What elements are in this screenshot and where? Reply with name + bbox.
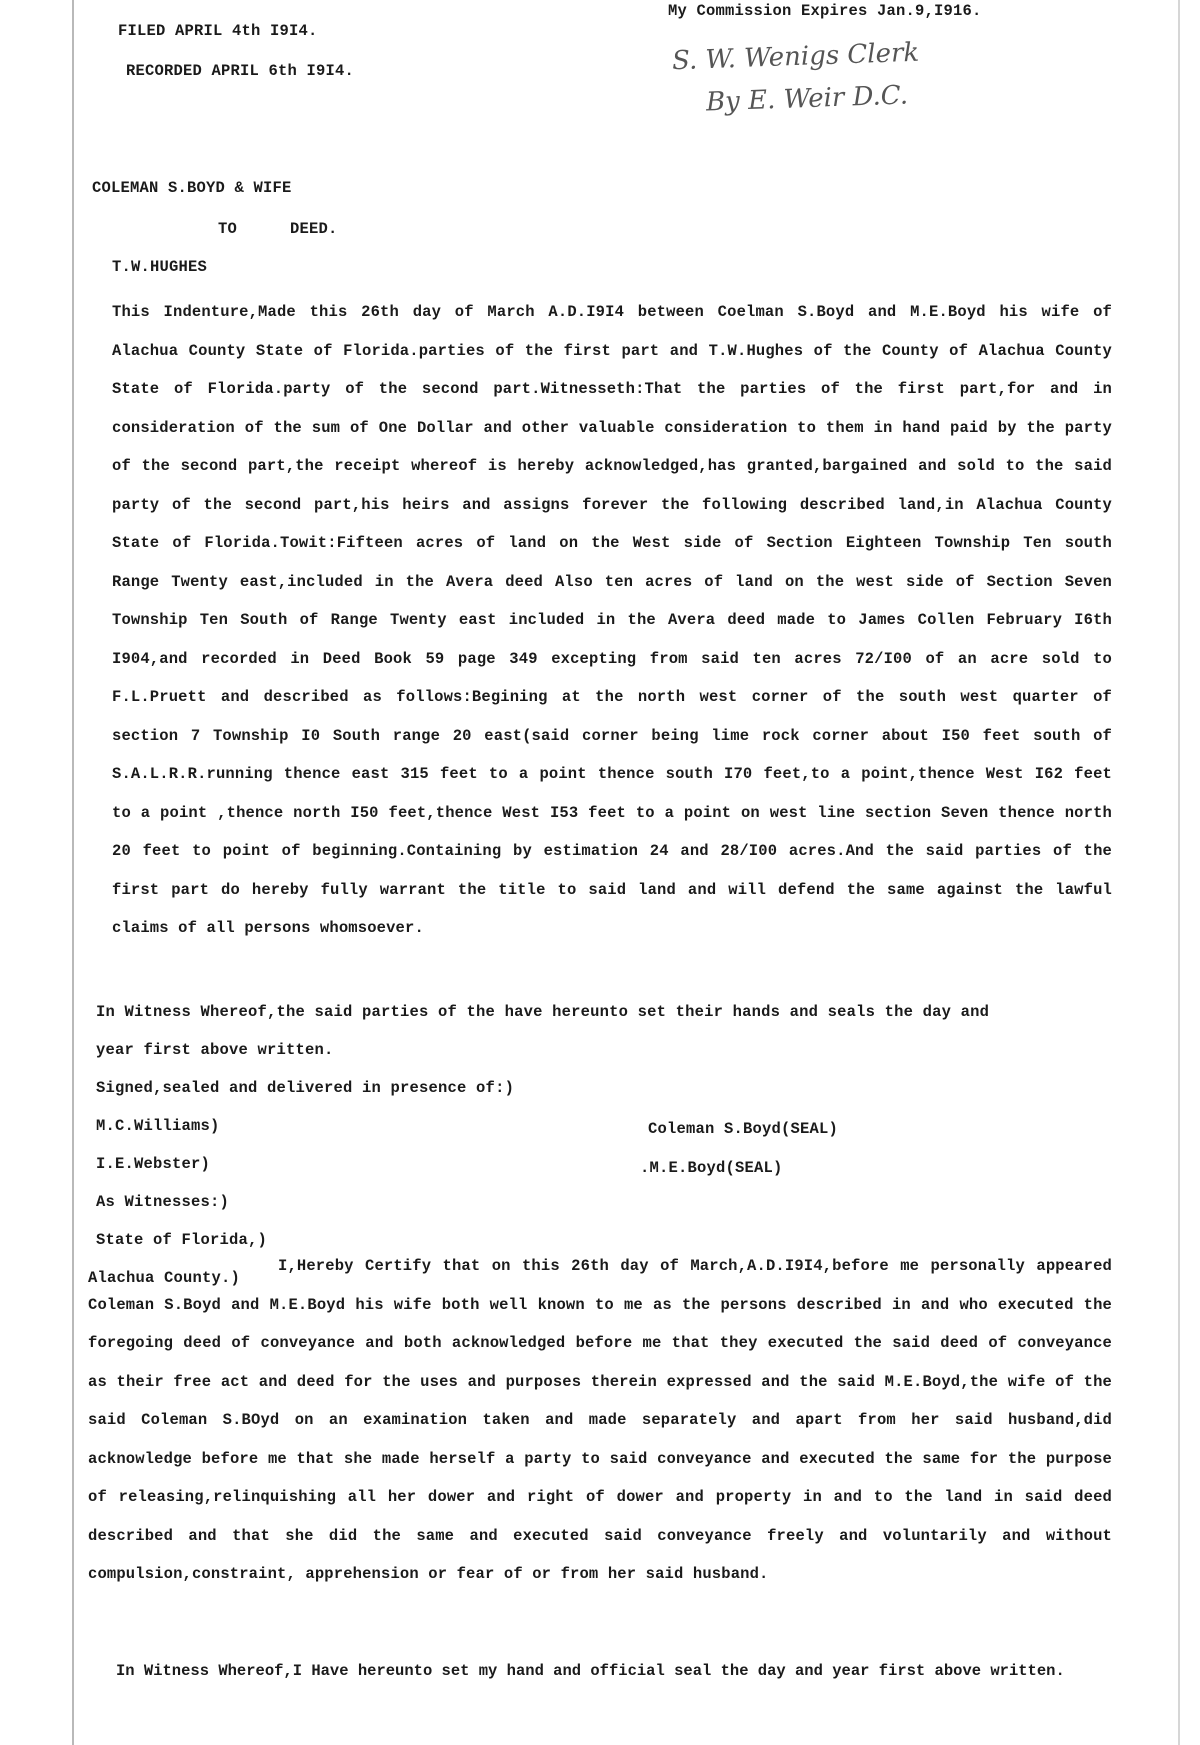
grantor-signature-2: .M.E.Boyd(SEAL) [640,1159,783,1177]
testimonium-line-1: In Witness Whereof,the said parties of the have hereunto set their hands and seals the day and [96,1003,990,1021]
grantor-caption: COLEMAN S.BOYD & WIFE [92,179,292,197]
venue-state: State of Florida,) [96,1231,268,1249]
signed-sealed-line: Signed,sealed and delivered in presence of:) [96,1079,515,1097]
witness-2: I.E.Webster) [96,1155,211,1173]
left-margin-line [72,0,74,1745]
acknowledgment-body [88,1247,1112,1594]
instrument-caption: DEED. [290,220,338,238]
witness-1: M.C.Williams) [96,1117,220,1135]
right-page-edge [1178,0,1180,1745]
handwritten-deputy-signature: By E. Weir D.C. [705,80,909,118]
venue-county: Alachua County.) [88,1269,241,1287]
deed-body: This Indenture,Made this 26th day of March A.D.I9I4 between Coelman S.Boyd and M.E.Boyd his wife of Alachua County State of Florida.parties of the first part and T.W.Hughes of the County of Alachua County State of Florida.party of the second part.Witnesseth:That the parties of the first part,for and in consideration of the sum of One Dollar and other valuable consideration to them in hand paid by the party of the second part,the receipt whereof is hereby acknowledged,has granted,bargained and sold to the said party of the second part,his heirs and assigns forever the following described land,in Alachua County State of Florida.Towit:Fifteen acres of land on the West side of Section Eighteen Township Ten south Range Twenty east,included in the Avera deed Also ten acres of land on the west side of Section Seven Township Ten South of Range Twenty east included in the Avera deed made to James Collen February I6th I904,and recorded in Deed Book 59 page 349 excepting from said ten acres 72/I00 of an acre sold to F.L.Pruett and described as follows:Begining at the north west corner of the south west quarter of section 7 Township I0 South range 20 east(said corner being lime rock corner about I50 feet south of S.A.L.R.R.running thence east 315 feet to a point thence south I70 feet,to a point,thence West I62 feet to a point ,thence north I50 feet,thence West I53 feet to a point on west line section Seven thence north 20 feet to point of beginning.Containing by estimation 24 and 28/I00 acres.And the said parties of the first part do hereby fully warrant the title to said land and will defend the same against the lawful claims of all persons whomsoever. [112,303,1112,937]
commission-expiry: My Commission Expires Jan.9,I916. [668,2,982,20]
grantee-caption: T.W.HUGHES [112,258,208,276]
as-witnesses: As Witnesses:) [96,1193,230,1211]
handwritten-clerk-signature: S. W. Wenigs Clerk [671,37,920,77]
grantor-signature-1: Coleman S.Boyd(SEAL) [648,1120,839,1138]
filed-date: FILED APRIL 4th I9I4. [118,22,318,40]
acknowledgment-closing: In Witness Whereof,I Have hereunto set my hand and official seal the day and year first above written. [116,1662,1065,1680]
testimonium-line-2: year first above written. [96,1041,334,1059]
recorded-date: RECORDED APRIL 6th I9I4. [126,62,355,80]
acknowledgment-text: I,Hereby Certify that on this 26th day of March,A.D.I9I4,before me personally appeared Coleman S.Boyd and M.E.Boyd his wife both well known to me as the persons described in and who executed the foregoing deed of conveyance and both acknowledged before me that they executed the said deed of conveyance as their free act and deed for the uses and purposes therein expressed and the said M.E.Boyd,the wife of the said Coleman S.BOyd on an examination taken and made separately and apart from her said husband,did acknowledge before me that she made herself a party to said conveyance and executed the same for the purpose of releasing,relinquishing all her dower and right of dower and property in and to the land in said deed described and that she did the same and executed said conveyance freely and voluntarily and without compulsion,constraint, apprehension or fear of or from her said husband. [88,1257,1112,1583]
to-caption: TO [218,220,238,238]
